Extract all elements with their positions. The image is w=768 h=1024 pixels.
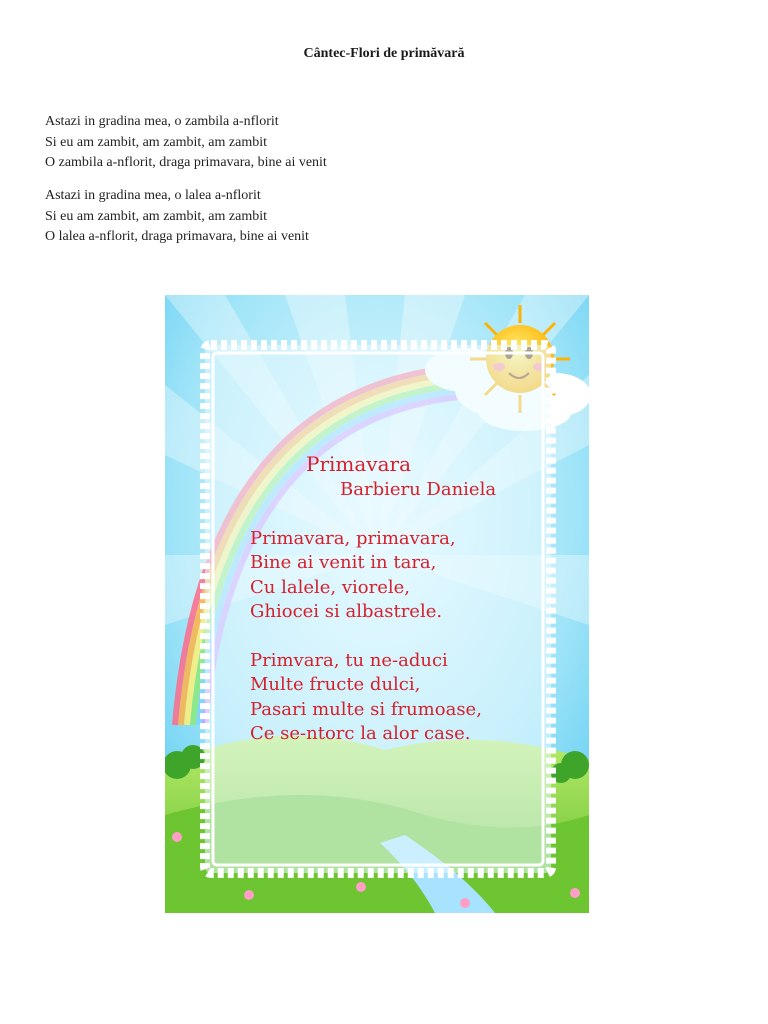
poem-line: Multe fructe dulci, bbox=[250, 674, 421, 696]
lyrics-line: Si eu am zambit, am zambit, am zambit bbox=[45, 134, 267, 150]
poem-text bbox=[165, 295, 589, 913]
lyrics-line: Astazi in gradina mea, o zambila a-nflorit bbox=[45, 114, 279, 129]
document-title: Cântec-Flori de primăvară bbox=[303, 46, 465, 61]
lyrics-stanza-2 bbox=[45, 186, 309, 248]
poem-stanza-2 bbox=[250, 649, 482, 746]
lyrics-stanza-1 bbox=[45, 112, 327, 174]
poem-line: Primvara, tu ne-aduci bbox=[250, 650, 448, 671]
poem-line: Ce se-ntorc la alor case. bbox=[250, 722, 471, 744]
poem-line: Pasari multe si frumoase, bbox=[250, 698, 482, 720]
poem-author: Barbieru Daniela bbox=[340, 479, 497, 500]
poem-title: Primavara bbox=[306, 452, 412, 476]
poem-line: Ghiocei si albastrele. bbox=[250, 600, 443, 622]
lyrics-line: Si eu am zambit, am zambit, am zambit bbox=[45, 208, 267, 224]
lyrics-line: O lalea a-nflorit, draga primavara, bine ai venit bbox=[45, 229, 309, 244]
poem-stanza-1 bbox=[250, 527, 456, 624]
poem-line: Bine ai venit in tara, bbox=[250, 552, 437, 574]
lyrics-line: O zambila a-nflorit, draga primavara, bine ai venit bbox=[45, 155, 327, 170]
poem-poster-image bbox=[165, 295, 589, 913]
poem-line: Cu lalele, viorele, bbox=[250, 576, 410, 598]
poem-line: Primavara, primavara, bbox=[250, 528, 456, 549]
lyrics-line: Astazi in gradina mea, o lalea a-nflorit bbox=[45, 188, 261, 203]
